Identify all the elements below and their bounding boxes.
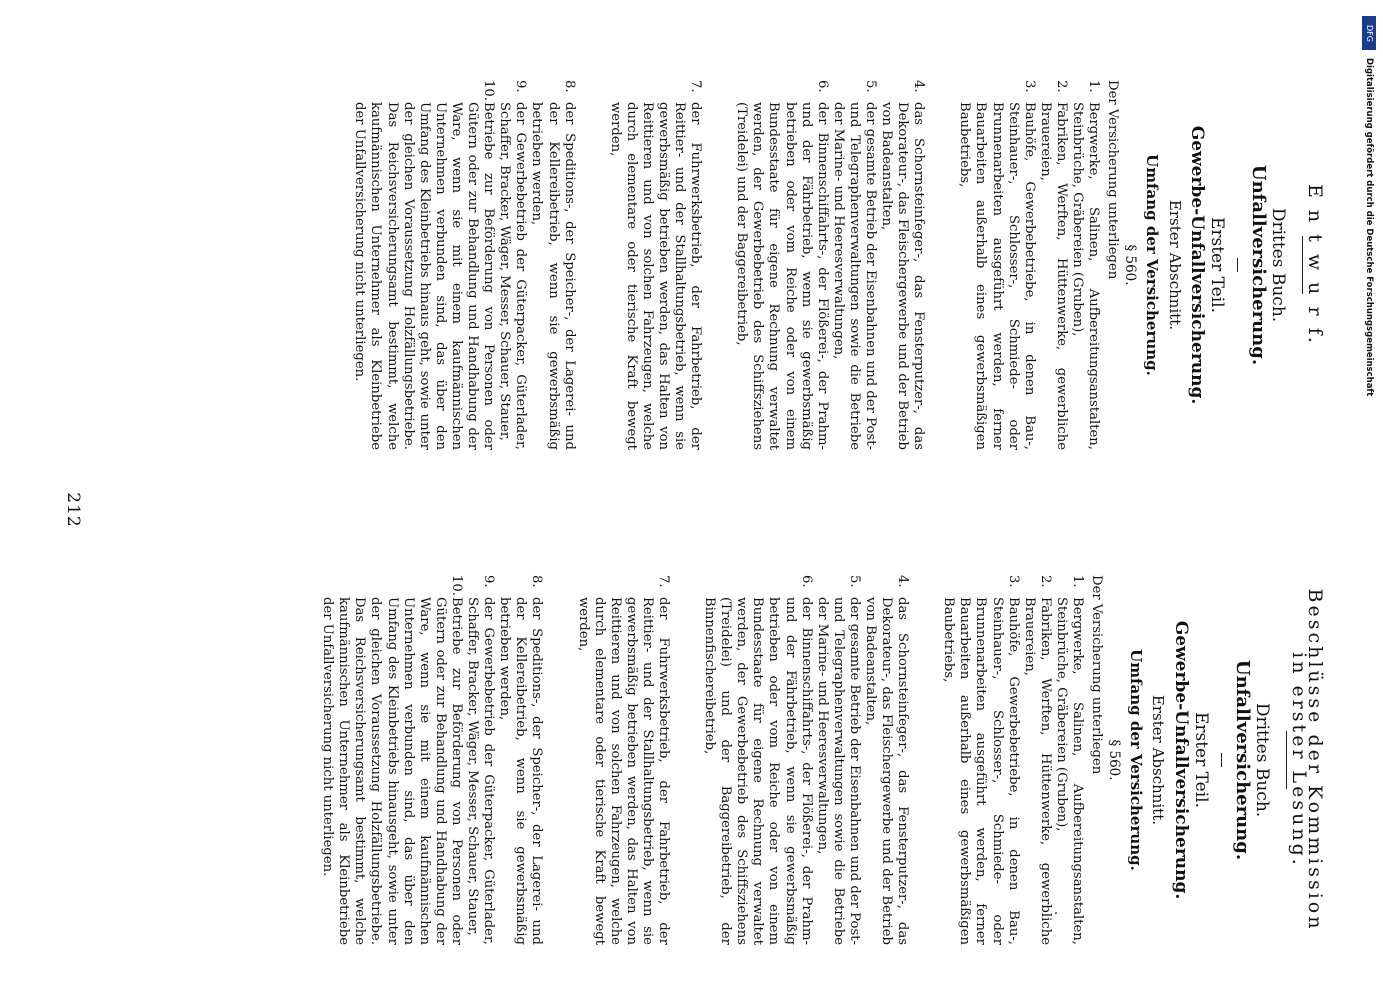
intro-text: Der Versicherung unterliegen: [1105, 80, 1121, 280]
divider: [1237, 258, 1238, 272]
item-text: der Fuhrwerksbetrieb, der Fahrbetrieb, der Reittier- und der Stallhaltungsbetrieb, wenn sie gewerbsmäßig betrieben werden, das Halten von Reittieren und von solchen Fahrzeugen, welche durch elementare oder tierische Kraft bewegt werden,: [575, 597, 671, 945]
item-number: 1.: [1086, 80, 1102, 93]
list-item: [496, 575, 544, 945]
heading-rule: [1286, 731, 1287, 789]
intro-text: Der Versicherung unterliegen: [1089, 575, 1105, 775]
item-text: Bauhöfe, Gewerbebetriebe, in denen Bau-, Steinhauer-, Schlosser-, Schmiede- oder Brunnenarbeiten ausgeführt werden, ferner Bauarbeiten außerhalb eines gewerbsmäßigen Baubetriebs,: [941, 597, 1021, 945]
page-number: 212: [63, 492, 83, 528]
column-heading: Beschlüsse der Kommission in erster Lesung.: [1287, 588, 1326, 932]
digitization-credit: Digitalisierung gefördert durch die Deutsche Forschungsgemeinschaft: [1364, 58, 1374, 397]
item-text: der gesamte Betrieb der Eisenbahnen und der Post- und Telegraphenverwaltungen sowie die Betriebe der Marine- und Heeresverwaltungen,: [830, 102, 879, 450]
list-item: [319, 575, 464, 945]
item-number: 4.: [911, 80, 927, 93]
item-text: der Speditions-, der Speicher-, der Lagerei- und der Kellereibetrieb, wenn sie gewerbsmäßig betrieben werden,: [529, 102, 577, 450]
part-title: Gewerbe-Unfallversicherung.: [1170, 620, 1191, 900]
heading-rule: [1302, 236, 1303, 294]
item-number: 6.: [798, 575, 814, 588]
dfg-footer: [1360, 10, 1380, 990]
list-item: [1069, 80, 1101, 450]
item-number: 2.: [1053, 80, 1069, 93]
item-number: 7.: [688, 80, 704, 93]
divider: [1221, 753, 1222, 767]
item-number: 8.: [529, 575, 545, 588]
item-text: der Binnenschiffahrts-, der Flößerei-, der Prahm- und der Fährbetrieb, wenn sie gewerbsmäßig betrieben oder vom Reiche oder von einem Bundesstaate für eigene Rechnung verwaltet werden, der Gewerbebetrieb des Schiffsziehens (Treidelei) und der Baggereibetrieb, der Binnenfischereibetrieb,: [702, 597, 814, 945]
section-label: Erster Abschnitt.: [1165, 199, 1184, 331]
item-number: 2.: [1037, 575, 1053, 588]
list-item: [940, 575, 1020, 945]
item-text: der Gewerbebetrieb der Güterpacker, Güterlader, Schaffer, Bracker, Wäger, Messer, Schauer, Stauer,: [497, 102, 529, 450]
list-item: [464, 575, 496, 945]
item-number: 5.: [846, 575, 862, 588]
item-number: 3.: [1005, 575, 1021, 588]
item-text: Fabriken, Werften, Hüttenwerke, gewerbliche Brauereien,: [1021, 597, 1053, 945]
item-text: Bergwerke, Salinen, Aufbereitungsanstalten, Steinbrüche, Gräbereien (Gruben),: [1070, 102, 1102, 450]
item-text: das Schornsteinfeger-, das Fensterputzer-, das Dekorateur-, das Fleischergewerbe und der Betrieb von Badeanstalten,: [879, 102, 927, 450]
list-item: [1037, 80, 1069, 450]
item-text: der Binnenschiffahrts-, der Flößerei-, der Prahm- und der Fährbetrieb, wenn sie gewerbsmäßig betrieben oder vom Reiche oder von einem Bundesstaate für eigene Rechnung verwaltet werden, der Gewerbebetrieb des Schiffsziehens (Treidelei) und der Baggereibetrieb,: [734, 102, 830, 450]
book-label: Drittes Buch.: [1267, 207, 1288, 323]
list-item: [607, 80, 704, 450]
column-heading: E n t w u r f.: [1304, 184, 1326, 346]
item-text: der Gewerbebetrieb der Güterpacker, Güterlader, Schaffer, Bracker, Wäger, Messer, Schauer, Stauer,: [465, 597, 497, 945]
item-number: 7.: [656, 575, 671, 588]
item-text: Bauhöfe, Gewerbebetriebe, in denen Bau-, Steinhauer-, Schlosser-, Schmiede- oder Brunnenarbeiten ausgeführt werden, ferner Bauarbeiten außerhalb eines gewerbsmäßigen Baubetriebs,: [957, 102, 1037, 450]
item-text: Fabriken, Werften, Hüttenwerke, gewerbliche Brauereien,: [1037, 102, 1069, 450]
column-entwurf: [351, 80, 1326, 450]
list-item: [830, 80, 878, 450]
item-text: Betriebe zur Beförderung von Personen oder Gütern oder zur Behandlung und Handhabung der Ware, wenn sie mit einem kaufmännischen Unternehmen verbunden sind, das über den Umfang des Kleinbetriebs hinaus geht, sowie unter der gleichen Voraussetzung Holzfällungsbetriebe. Das Reichsversicherungsamt bestimmt, welche kaufmännischen Unternehmer als Kleinbetriebe der Unfallversicherung nicht unterliegen.: [352, 102, 497, 450]
item-number: 10.: [481, 80, 497, 101]
item-text: der Fuhrwerksbetrieb, der Fahrbetrieb, der Reittier- und der Stallhaltungsbetrieb, wenn sie gewerbsmäßig betrieben werden, das Halten von Reittieren und von solchen Fahrzeugen, welche durch elementare oder tierische Kraft bewegt werden,: [607, 102, 704, 450]
item-number: 10.: [448, 575, 464, 596]
item-number: 5.: [863, 80, 879, 93]
item-number: 9.: [481, 575, 497, 588]
list-item: [351, 80, 496, 450]
list-item: [862, 575, 910, 945]
list-item: [1053, 575, 1085, 945]
section-label: Erster Abschnitt.: [1149, 694, 1168, 826]
item-number: 3.: [1021, 80, 1037, 93]
list-item: [496, 80, 528, 450]
item-text: der gesamte Betrieb der Eisenbahnen und der Post- und Telegraphenverwaltungen sowie die Betriebe der Marine- und Heeresverwaltungen,: [814, 597, 862, 945]
part-label: Erster Teil.: [1190, 711, 1211, 809]
item-text: der Speditions-, der Speicher-, der Lagerei- und der Kellereibetrieb, wenn sie gewerbsmäßig betrieben werden,: [497, 597, 545, 945]
book-label: Drittes Buch.: [1251, 702, 1272, 818]
item-number: 9.: [513, 80, 529, 93]
section-title: Umfang der Versicherung.: [1127, 649, 1146, 871]
list-item: [528, 80, 576, 450]
list-item: [878, 80, 926, 450]
item-number: 1.: [1070, 575, 1086, 588]
book-title: Unfallversicherung.: [1247, 164, 1269, 366]
scan-speck: [1055, 912, 1057, 914]
item-number: 4.: [895, 575, 911, 588]
list-item: [701, 575, 814, 945]
item-text: Bergwerke, Salinen, Aufbereitungsanstalten, Steinbrüche, Gräbereien (Gruben),: [1053, 597, 1086, 945]
list-item: [574, 575, 671, 945]
column-beschluesse: [319, 575, 1326, 945]
list-item: [956, 80, 1036, 450]
item-text: das Schornsteinfeger-, das Fensterputzer-, das Dekorateur-, das Fleischergewerbe und der Betrieb von Badeanstalten,: [863, 597, 911, 945]
item-number: 6.: [814, 80, 830, 93]
item-text: Betriebe zur Beförderung von Personen oder Gütern oder zur Behandlung und Handhabung der Ware, wenn sie mit einem kaufmännischen Unternehmen verbunden sind, das über den Umfang des Kleinbetriebs hinausgeht, sowie unter der gleichen Voraussetzung Holzfällungsbetriebe. Das Reichsversicherungsamt bestimmt, welche kaufmännischen Unternehmer als Kleinbetriebe der Unfallversicherung nicht unterliegen.: [320, 597, 464, 945]
section-title: Umfang der Versicherung.: [1143, 154, 1162, 376]
part-title: Gewerbe-Unfallversicherung.: [1186, 125, 1207, 405]
list-item: [814, 575, 862, 945]
item-list: [319, 575, 1085, 945]
list-item: [1021, 575, 1053, 945]
paragraph-number: § 560.: [1122, 244, 1139, 286]
part-label: Erster Teil.: [1206, 216, 1227, 314]
item-number: 8.: [561, 80, 577, 93]
item-list: [351, 80, 1101, 450]
book-title: Unfallversicherung.: [1231, 659, 1253, 861]
list-item: [733, 80, 830, 450]
paragraph-number: § 560.: [1106, 739, 1123, 781]
dfg-logo-icon: DFG: [1362, 16, 1376, 50]
